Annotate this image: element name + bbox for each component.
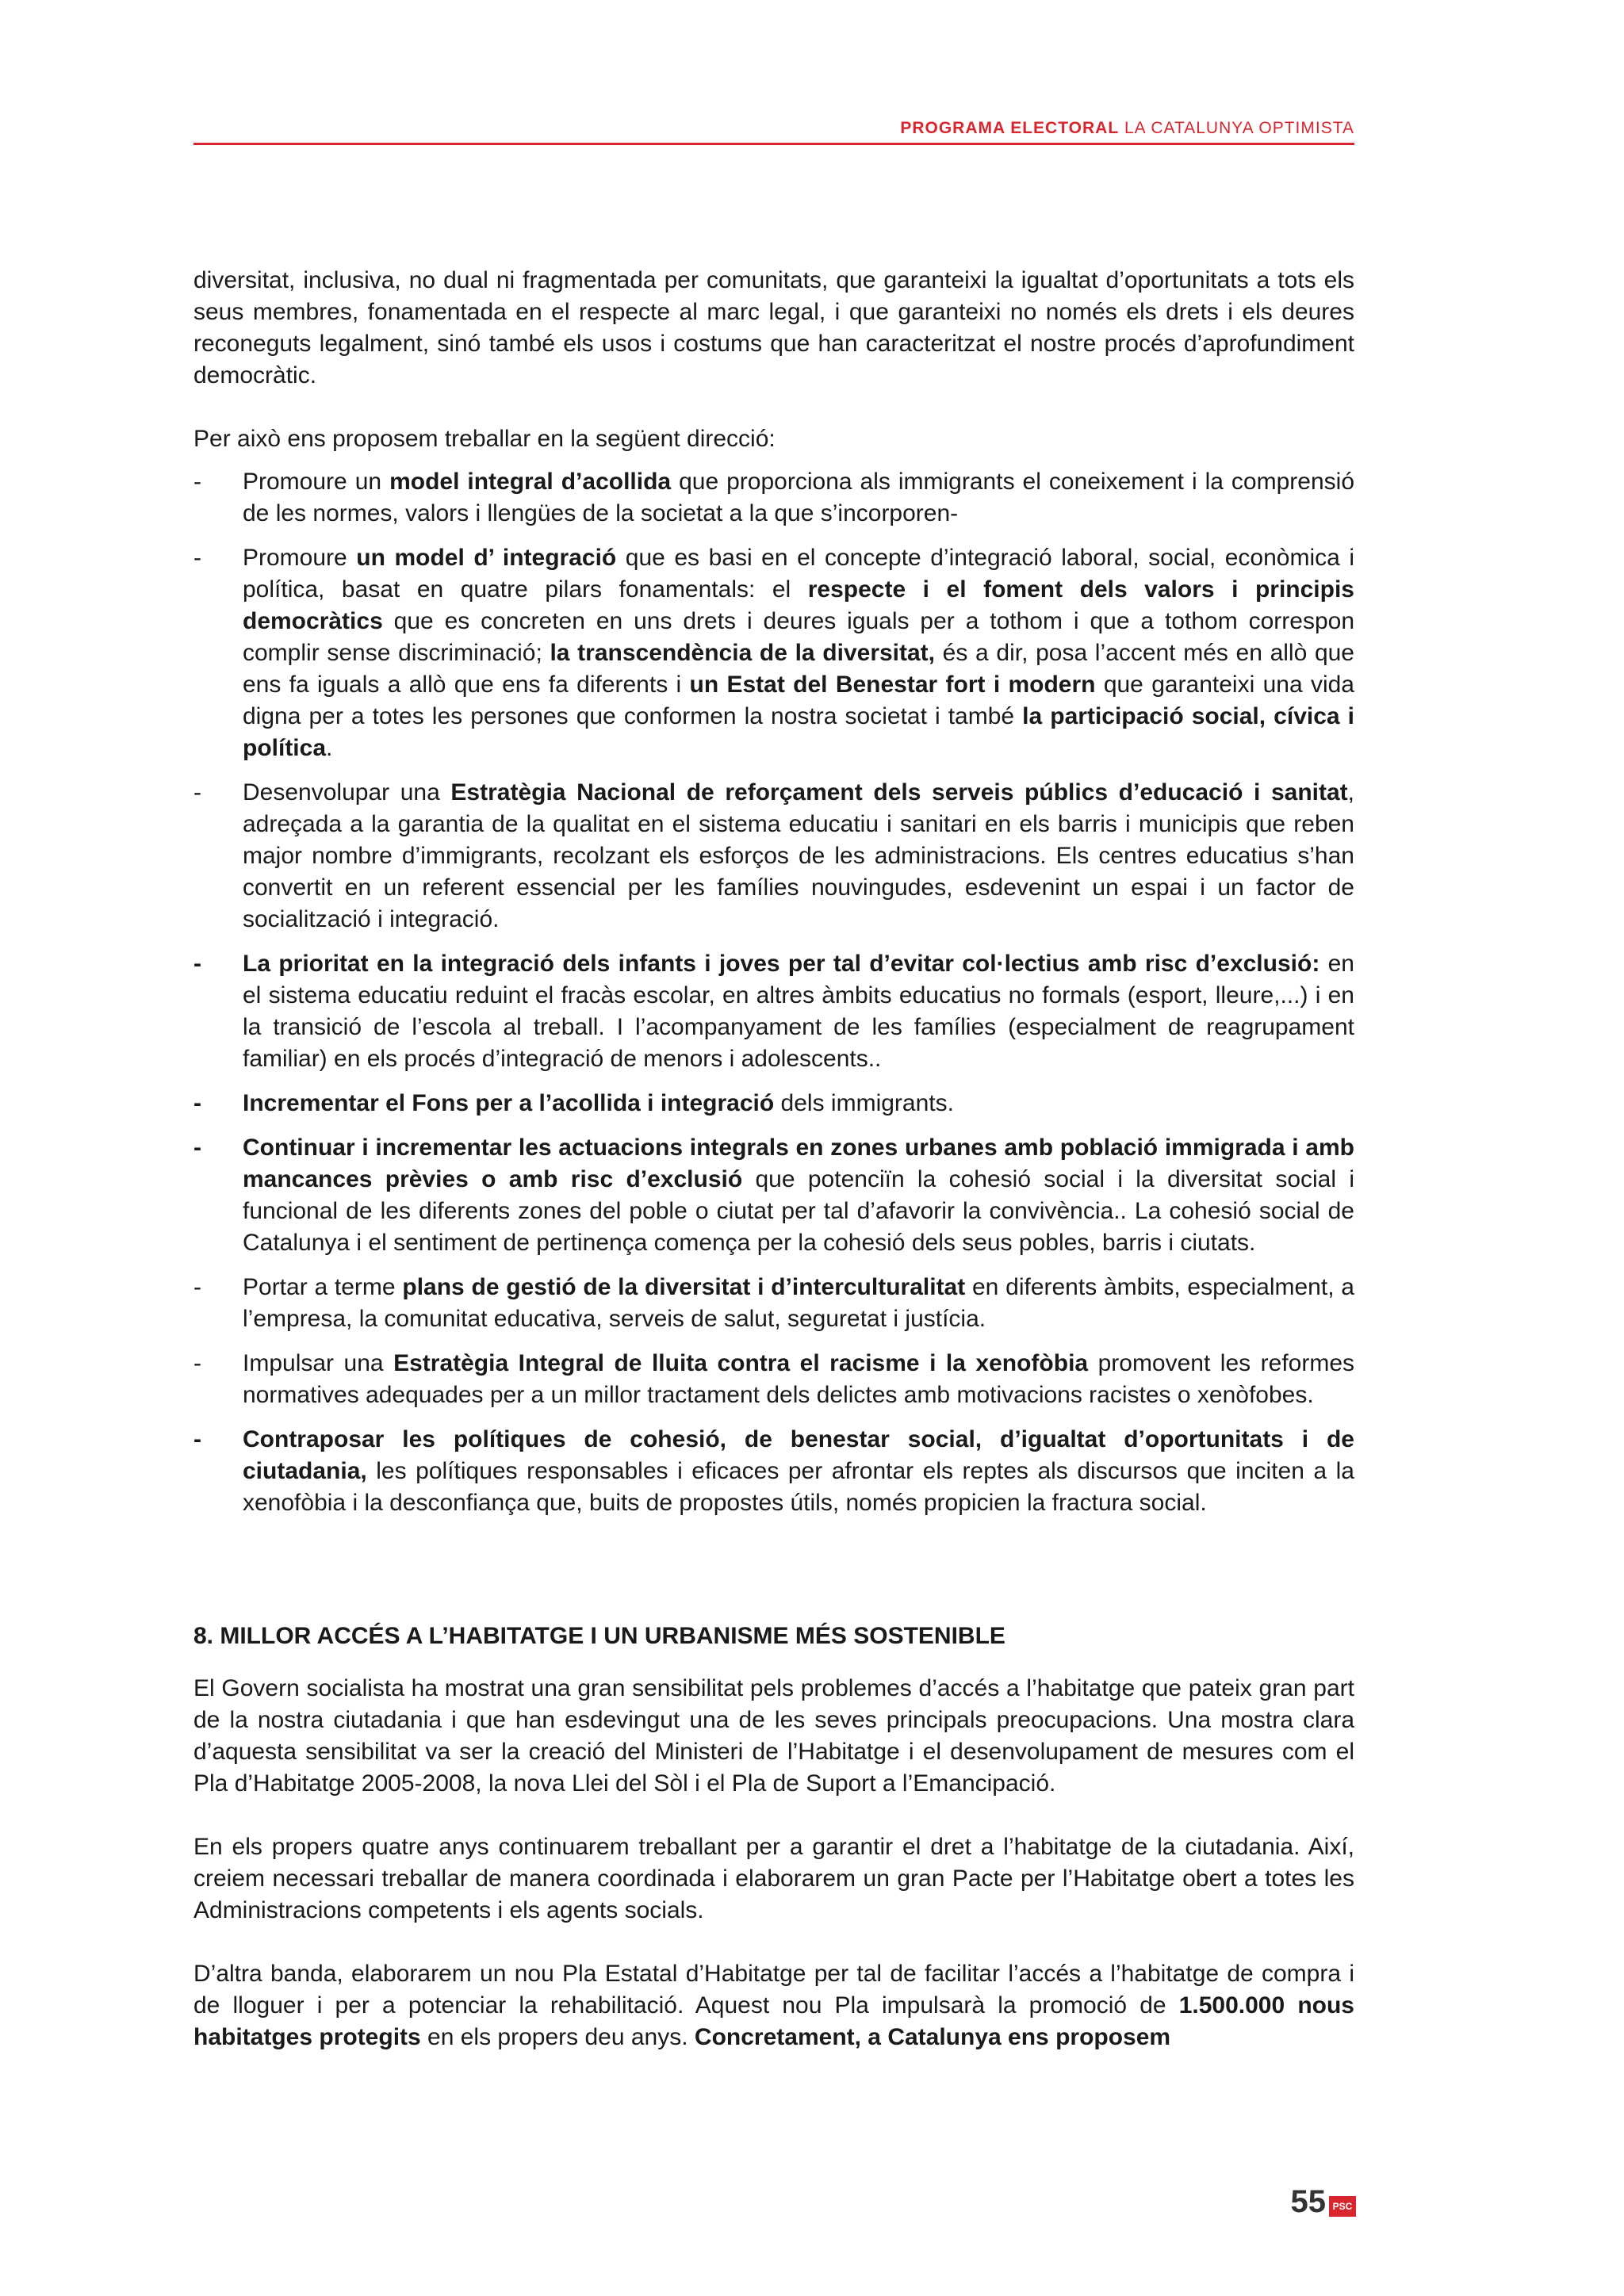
bold-run: model integral d’acollida [389,469,672,495]
text-run: que es concreten en uns drets i deures iguals per a tothom i que a tothom correspon complir sense discriminació; [243,608,1354,666]
text-run: en diferents àmbits, especialment, a l’empresa, la comunitat educativa, serveis de salut, seguretat i justícia. [243,1274,1354,1332]
list-item [193,1348,1354,1411]
list-item [193,466,1354,530]
text-run: Promoure un [243,469,390,495]
intro-lead: Per això ens proposem treballar en la següent direcció: [193,426,776,452]
text-run: que es basi en el concepte d’integració laboral, social, econòmica i política, basat en quatre pilars fonamentals: el [243,545,1354,603]
bold-run: Estratègia Nacional de reforçament dels serveis públics d’educació i sanitat [450,779,1348,806]
text-run: dels immigrants. [774,1090,954,1116]
bullet-list [193,466,1354,1519]
text-run: Portar a terme [243,1274,403,1300]
page-number: 55 [1290,2184,1326,2219]
bold-run: Continuar i incrementar les actuacions integrals en zones urbanes amb població immigrada i amb mancances prèvies o amb risc d’exclusió [243,1135,1354,1192]
bold-run: Concretament, a Catalunya ens proposem [694,2024,1171,2050]
header-rest: LA CATALUNYA OPTIMISTA [1119,119,1354,137]
list-item [193,1272,1354,1335]
intro-paragraph: diversitat, inclusiva, no dual ni fragmentada per comunitats, que garanteixi la igualtat d’oportunitats a tots els seus membres, fonamentada en el respecte al marc legal, i que garanteixi no només els drets i els deures reconeguts legalment, sinó també els usos i costums que han caracteritzat el nostre procés d’aprofundiment democràtic. [193,267,1354,388]
bullet-dash: - [193,951,201,977]
bold-run: la participació social, cívica i política [243,703,1354,761]
bold-run: un model d’ integració [356,545,617,571]
section-paragraph: El Govern socialista ha mostrat una gran sensibilitat pels problemes d’accés a l’habitatge que pateix gran part de la nostra ciutadania i que han esdevingut una de les seves principals preocupacions. Una mostra clara d’aquesta sensibilitat va ser la creació del Ministeri de l’Habitatge i el desenvolupament de mesures com el Pla d’Habitatge 2005-2008, la nova Llei del Sòl i el Pla de Suport a l’Emancipació. [193,1675,1354,1797]
text-run: és a dir, posa l’accent més en allò que ens fa iguals a allò que ens fa diferents i [243,640,1354,698]
text-run: Impulsar una [243,1350,394,1376]
running-header [193,119,1354,138]
bold-run: Contraposar les polítiques de cohesió, de benestar social, d’igualtat d’oportunitats i de ciutadania, [243,1426,1354,1484]
text-run: en els propers deu anys. [420,2024,695,2050]
bullet-dash: - [193,1350,201,1376]
list-item [193,1088,1354,1119]
list-item [193,1424,1354,1519]
bold-run: La prioritat en la integració dels infants i joves per tal d’evitar col·lectius amb risc d’exclusió: [243,951,1320,977]
text-run: en el sistema educatiu reduint el fracàs escolar, en altres àmbits educatius no formals (esport, lleure,...) i en la transició de l’escola al treball. I l’acompanyament de les famílies (especialment de reagrupament familiar) en els procés d’integració de menors i adolescents.. [243,951,1354,1072]
list-item [193,542,1354,764]
bullet-dash: - [193,1274,201,1300]
bullet-dash: - [193,469,201,495]
bold-run: 1.500.000 nous habitatges protegits [193,1992,1354,2050]
text-run: que potenciïn la cohesió social i la diversitat social i funcional de les diferents zones del poble o ciutat per tal d’afavorir la convivència.. La cohesió social de Catalunya i el sentiment de pertinença comença per la cohesió dels seus pobles, barris i ciutats. [243,1166,1354,1256]
section-paragraph [193,1958,1354,2053]
bold-run: Estratègia Integral de lluita contra el racisme i la xenofòbia [393,1350,1089,1376]
list-item [193,777,1354,936]
bold-run: Incrementar el Fons per a l’acollida i integració [243,1090,775,1116]
text-run: Desenvolupar una [243,779,451,806]
list-item [193,1132,1354,1259]
text-run: , adreçada a la garantia de la qualitat en el sistema educatiu i sanitari en els barris i municipis que reben major nombre d’immigrants, recolzant els esforços de les administracions. Els centres educatius s’han convertit en un referent essencial per les famílies nouvingudes, esdevenint un espai i un factor de socialització i integració. [243,779,1354,932]
header-strong: PROGRAMA ELECTORAL [900,119,1120,137]
psc-logo-icon: PSC [1329,2196,1356,2217]
text-run: que garanteixi una vida digna per a totes les persones que conformen la nostra societat i també [243,672,1354,729]
bullet-dash: - [193,1426,201,1452]
bullet-dash: - [193,1090,201,1116]
text-run: . [326,735,333,761]
text-run: Promoure [243,545,357,571]
bold-run: respecte i el foment dels valors i principis democràtics [243,576,1354,634]
text-run: les polítiques responsables i eficaces per afrontar els reptes als discursos que inciten a la xenofòbia i la desconfiança que, buits de propostes útils, només propicien la fractura social. [243,1458,1354,1516]
page-footer [1253,2183,1356,2220]
text-run: D’altra banda, elaborarem un nou Pla Estatal d’Habitatge per tal de facilitar l’accés a l’habitatge de compra i de lloguer i per a potenciar la rehabilitació. Aquest nou Pla impulsarà la promoció de [193,1961,1354,2019]
list-item [193,948,1354,1075]
bullet-dash: - [193,1135,201,1161]
text-run: promovent les reformes normatives adequades per a un millor tractament dels delictes amb motivacions racistes o xenòfobes. [243,1350,1355,1408]
page-content [193,265,1354,2053]
text-run: que proporciona als immigrants el coneixement i la comprensió de les normes, valors i llengües de la societat a la que s’incorporen- [243,469,1355,526]
bold-run: plans de gestió de la diversitat i d’interculturalitat [402,1274,966,1300]
bold-run: la transcendència de la diversitat, [550,640,936,666]
bullet-dash: - [193,779,201,806]
section-paragraph: En els propers quatre anys continuarem treballant per a garantir el dret a l’habitatge de la ciutadania. Així, creiem necessari treballar de manera coordinada i elaborarem un gran Pacte per l’Habitatge obert a totes les Administracions competents i els agents socials. [193,1834,1354,1923]
section-heading: 8. MILLOR ACCÉS A L’HABITATGE I UN URBANISME MÉS SOSTENIBLE [193,1623,1005,1649]
header-rule [193,143,1354,145]
bullet-dash: - [193,545,201,571]
bold-run: un Estat del Benestar fort i modern [689,672,1096,698]
